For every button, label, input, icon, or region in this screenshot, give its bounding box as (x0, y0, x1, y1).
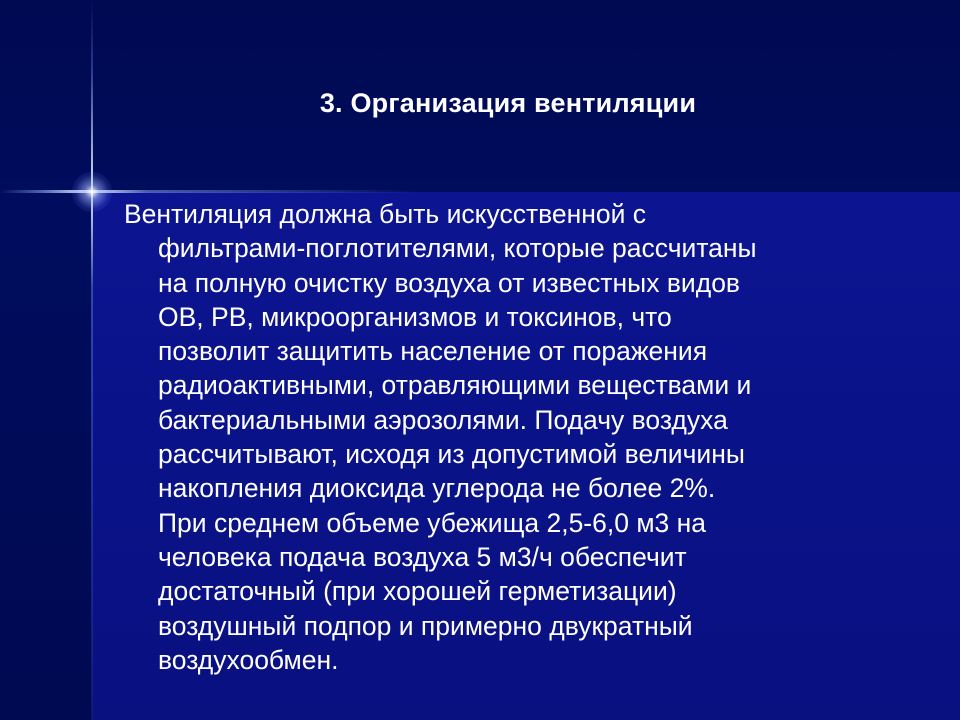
body-line: позволит защитить население от поражения (158, 336, 708, 367)
body-line: воздухообмен. (158, 644, 339, 675)
body-line: накопления диоксида углерода не более 2%. (158, 473, 716, 504)
body-line: При среднем объеме убежища 2,5-6,0 м3 на (158, 507, 707, 538)
body-line: радиоактивными, отравляющими веществами и (158, 370, 752, 401)
slide-body-text (124, 197, 904, 677)
body-line: на полную очистку воздуха от известных видов (158, 267, 741, 298)
body-line: Вентиляция должна быть искусственной с (124, 199, 647, 229)
body-line: рассчитывают, исходя из допустимой величины (158, 439, 745, 470)
body-line: бактериальными аэрозолями. Подачу воздуха (158, 404, 728, 435)
light-flare-star-icon (72, 172, 112, 212)
body-line: ОВ, РВ, микроорганизмов и токсинов, что (158, 301, 672, 332)
body-line: достаточный (при хорошей герметизации) (158, 576, 677, 607)
slide-title: 3. Организация вентиляции (319, 88, 697, 118)
left-strip-background (0, 192, 92, 720)
light-flare-horizontal (0, 190, 420, 193)
body-line: человека подача воздуха 5 м3/ч обеспечит (158, 541, 687, 572)
body-line: фильтрами-поглотителями, которые рассчитаны (158, 233, 757, 264)
body-line: воздушный подпор и примерно двукратный (158, 610, 693, 641)
